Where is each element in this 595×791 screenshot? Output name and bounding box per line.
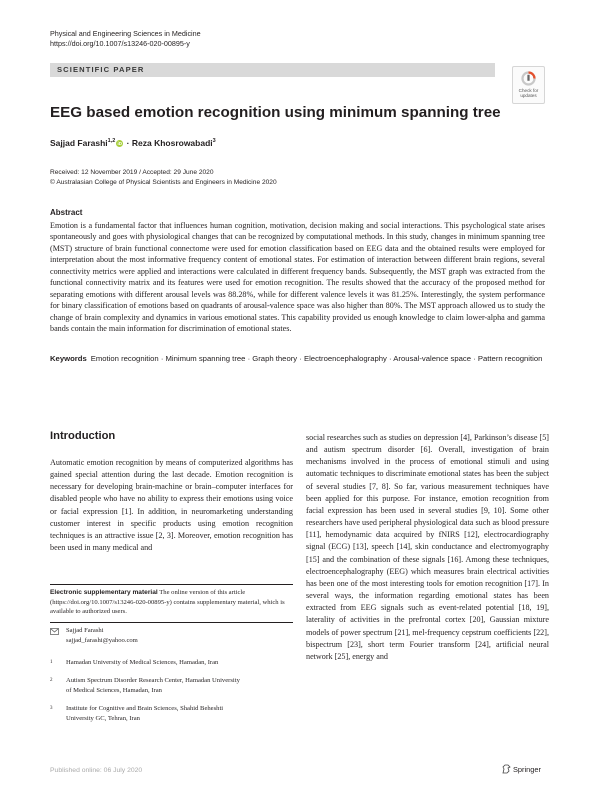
publisher-logo[interactable] [502, 764, 541, 774]
corresponding-author: Sajjad Farashi [66, 627, 104, 634]
affiliation-2 [50, 676, 293, 698]
affiliation-1 [50, 658, 293, 670]
check-updates-line1: Check for [518, 88, 539, 93]
check-updates-line2: updates [520, 93, 537, 99]
springer-horse-icon [502, 764, 511, 774]
received-accepted: Received: 12 November 2019 / Accepted: 29 June 2020 [50, 169, 214, 176]
author-2-affil: 3 [212, 138, 216, 145]
introduction-col1: Automatic emotion recognition by means of computerized algorithms has gained special attention during the last decade. Emotion recognition is necessary for developing brain-machine or brain–computer interfaces for disabled people who have no ability to express their emotions using voice or facial expression [1]. In addition, in neuromarketing understanding customer interest in specific products using emotion recognition techniques is an attractive issue [2, 3]. Moreover, emotion recognition has been used in many medical and [50, 458, 293, 553]
keywords-heading: Keywords [50, 354, 87, 363]
check-for-updates-text [513, 88, 544, 98]
published-online: Published online: 06 July 2020 [50, 767, 143, 774]
publisher-name: Springer [513, 765, 541, 774]
journal-doi[interactable]: https://doi.org/10.1007/s13246-020-00895-y [50, 39, 190, 48]
copyright-line: © Australasian College of Physical Scientists and Engineers in Medicine 2020 [50, 179, 277, 186]
author-separator: · [124, 138, 132, 148]
orcid-icon[interactable]: iD [117, 141, 123, 146]
author-2[interactable]: Reza Khosrowabadi [131, 138, 213, 148]
corresponding-email[interactable]: sajjad_farashi@yahoo.com [66, 637, 138, 644]
article-type-label: SCIENTIFIC PAPER [57, 65, 145, 74]
supplementary-note [50, 588, 293, 617]
update-ring-icon [521, 71, 536, 86]
abstract-heading: Abstract [50, 208, 83, 217]
footnote-rule [50, 584, 293, 585]
footnote-rule-2 [50, 622, 293, 623]
journal-name: Physical and Engineering Sciences in Medicine [50, 29, 201, 38]
affiliation-3-num: 3 [50, 706, 53, 711]
introduction-heading: Introduction [50, 430, 116, 442]
supplementary-label: Electronic supplementary material [50, 589, 158, 596]
affiliation-1-num: 1 [50, 660, 53, 665]
author-1[interactable]: Sajjad Farashi [50, 138, 108, 148]
affiliation-2-text: Autism Spectrum Disorder Research Center, Hamadan University of Medical Sciences, Hamadan, Iran [66, 677, 240, 694]
affiliation-3-text: Institute for Cognitive and Brain Sciences, Shahid Beheshti University GC, Tehran, Iran [66, 705, 224, 722]
article-title: EEG based emotion recognition using minimum spanning tree [50, 104, 501, 121]
article-dates [50, 168, 277, 188]
journal-header [50, 29, 201, 49]
supplementary-text[interactable]: The online version of this article (https://doi.org/10.1007/s13246-020-00895-y) contains supplementary material, which is available to authorized users. [50, 589, 285, 616]
introduction-col2: social researches such as studies on depression [4], Parkinson’s disease [5] and autism spectrum disorder [6]. Overall, investigation of brain mechanisms involved in the process of emotional stimuli and using automatic techniques to discriminate emotional states has been the subject of several studies [7, 8]. So far, various measurement techniques have been applied for this purpose. For instance, emotion recognition from facial expression has been used in several studies [9, 10]. Some other researchers have used peripheral physiological data such as blood pressure [11], hemodynamic data acquired by fNIRS [12], electrocardiography signal (ECG) [13], speech [14], skin conductance and electromyography [15] and the combination of these signals [16]. Among these techniques, electroencephalography (EEG) which measures brain electrical activities has been one of the most interesting tools for emotion recognition [17]. In several ways, the information regarding emotional states has been extracted from EEG signals such as event-related potential [18, 19], laterality of activities in the prefrontal cortex [20], Gaussian mixture models of power spectrum [21], mel-frequency cepstrum coefficients [22], bispectrum [23], short term Fourier transform [24], artificial neural network [25], energy and [306, 433, 549, 661]
keywords [50, 353, 545, 365]
abstract-text: Emotion is a fundamental factor that influences human cognition, motivation, decision making and social interactions. This psychological state arises spontaneously and goes with physiological changes that can be recognized by computational methods. In this study, changes in minimum spanning tree (MST) structure of brain functional connectome were used for emotion classification based on EEG data and the obtained results were employed for interpretation about the most informative frequency content of emotional states. For estimation of interaction between different brain regions, several connectivity metrics were applied and interactions were calculated in different frequency bands. Subsequently, the MST graph was extracted from the functional connectivity matrix and its features were used for emotion recognition. The results showed that the accuracy of the proposed method for separating emotions with different arousal levels was 88.28%, while for different valence levels it was 81.25%. Interestingly, the system performance for binary classification of emotions based on quadrants of arousal-valence space was also higher than 80%. The MST approach allowed us to study the change of brain complexity and dynamics in various emotional states. This capability provided us enough knowledge to claim lower-alpha and gamma bands contain the main information for discrimination of emotional states. [50, 221, 545, 334]
author-1-affil: 1,2 [107, 138, 116, 145]
article-type-bar [50, 63, 495, 77]
author-list [50, 138, 216, 148]
affiliation-2-num: 2 [50, 678, 53, 683]
affiliation-1-text: Hamadan University of Medical Sciences, Hamadan, Iran [66, 659, 219, 666]
affiliation-3 [50, 704, 293, 726]
keywords-text: Emotion recognition · Minimum spanning tree · Graph theory · Electroencephalography · Arousal-valence space · Pattern recognition [90, 354, 543, 363]
check-for-updates-badge[interactable] [512, 66, 545, 104]
envelope-icon [50, 628, 59, 639]
